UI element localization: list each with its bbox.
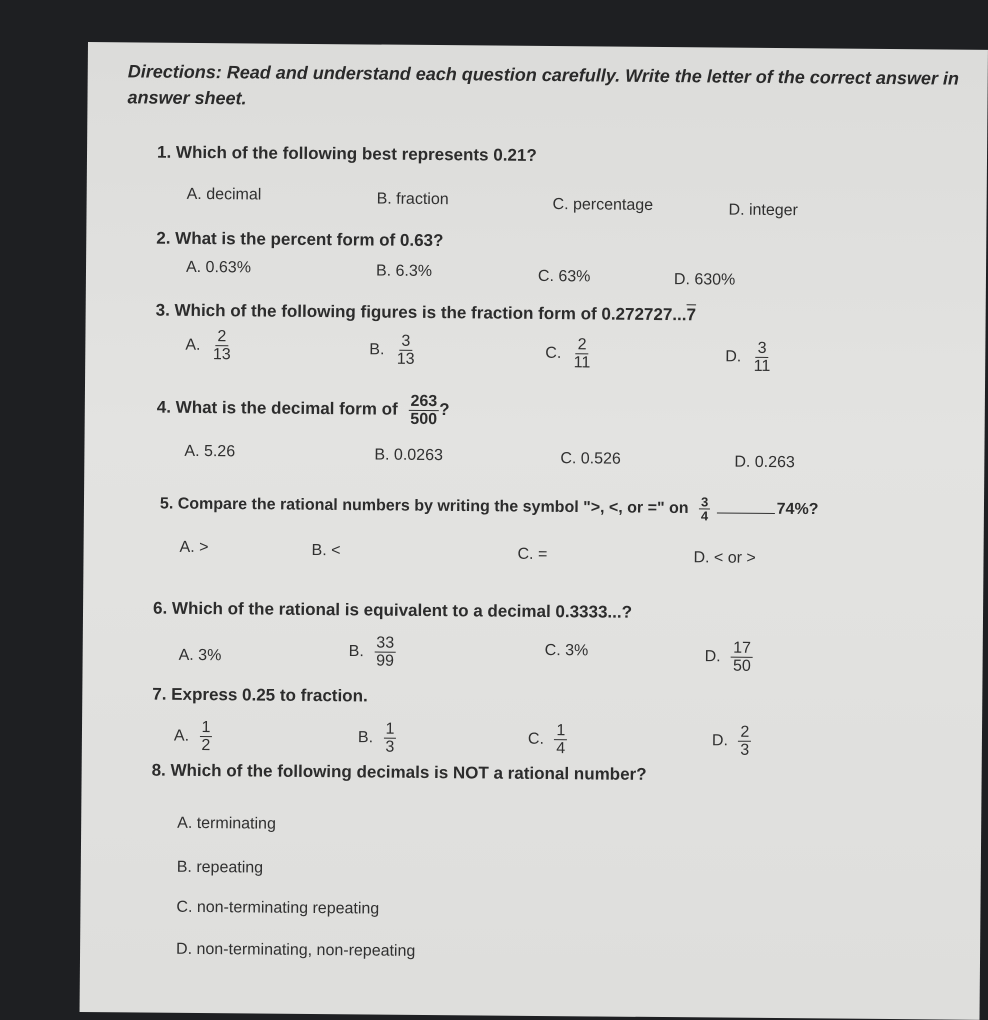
q3-option-b-letter: B.: [369, 341, 385, 359]
q5-option-a: A. >: [179, 538, 209, 557]
q4-stem-denominator: 500: [410, 410, 438, 429]
q4-option-a: A. 5.26: [184, 442, 236, 461]
q4-stem-suffix: ?: [439, 400, 450, 420]
q6-option-c: C. 3%: [544, 642, 589, 660]
question-1-stem: 1. Which of the following best represents 0.21?: [156, 142, 537, 165]
q4-stem-text: 4. What is the decimal form of: [156, 397, 398, 419]
question-8-stem: 8. Which of the following decimals is NOT a rational number?: [151, 760, 647, 784]
question-7-stem: 7. Express 0.25 to fraction.: [152, 684, 368, 706]
q5-stem-denominator: 4: [700, 508, 709, 524]
q6-d-numerator: 17: [731, 640, 753, 658]
q7-option-c: [528, 722, 568, 757]
question-4-stem: [157, 391, 450, 429]
q2-option-d: D. 630%: [673, 271, 736, 289]
q5-stem-numerator: 3: [701, 494, 709, 510]
question-3-stem: [156, 301, 696, 326]
q7-option-c-letter: C.: [527, 730, 545, 748]
q3-b-numerator: 3: [399, 333, 412, 351]
q4-option-b: B. 0.0263: [374, 446, 443, 465]
q1-option-d: D. integer: [728, 201, 799, 220]
q2-option-c: C. 63%: [537, 267, 591, 286]
q6-b-denominator: 99: [376, 652, 395, 670]
directions-line-2: answer sheet.: [127, 87, 247, 109]
q5-option-c: C. =: [517, 545, 548, 564]
q7-b-denominator: 3: [385, 738, 395, 756]
directions-line-1: Directions: Read and understand each question carefully. Write the letter of the correct answer in: [127, 61, 960, 89]
q7-a-denominator: 2: [201, 737, 211, 755]
q7-c-numerator: 1: [554, 722, 567, 740]
q5-answer-blank: [717, 512, 775, 514]
q6-option-a: A. 3%: [178, 646, 222, 665]
q3-option-c: [545, 336, 592, 371]
q6-d-denominator: 50: [732, 657, 751, 675]
q8-option-a: A. terminating: [177, 814, 276, 833]
q6-option-b: [349, 634, 397, 669]
question-2-stem: 2. What is the percent form of 0.63?: [156, 228, 444, 251]
q5-option-d: D. < or >: [693, 549, 756, 567]
question-5-stem: [160, 491, 819, 524]
q7-d-denominator: 3: [740, 741, 750, 759]
q7-option-d-letter: D.: [711, 732, 729, 750]
q3-option-d-letter: D.: [725, 348, 742, 366]
q3-option-c-letter: C.: [545, 344, 562, 362]
q7-c-denominator: 4: [556, 740, 566, 758]
q1-option-b: B. fraction: [376, 190, 449, 209]
q7-option-a: [174, 719, 213, 754]
q6-b-numerator: 33: [374, 635, 396, 653]
q5-stem-text: 5. Compare the rational numbers by writing the symbol ">, <, or =" on: [159, 495, 689, 517]
q3-option-a-letter: A.: [185, 336, 201, 354]
q3-option-a: [185, 328, 233, 363]
q4-stem-numerator: 263: [408, 393, 439, 411]
q6-option-d-letter: D.: [704, 648, 721, 666]
q5-stem-suffix: 74%?: [776, 500, 819, 519]
q3-c-denominator: 11: [573, 354, 591, 372]
q7-option-b: [358, 720, 397, 755]
q5-option-b: B. <: [311, 541, 341, 560]
q7-option-b-letter: B.: [357, 729, 374, 747]
worksheet-paper: [80, 42, 988, 1020]
q3-repeat-bar-digit: 7: [686, 305, 697, 325]
q3-d-numerator: 3: [756, 340, 769, 358]
q7-b-numerator: 1: [384, 721, 397, 739]
q3-b-denominator: 13: [396, 350, 415, 368]
q8-option-b: B. repeating: [176, 858, 264, 877]
q7-a-numerator: 1: [200, 719, 213, 737]
q1-option-c: C. percentage: [552, 196, 654, 214]
q3-c-numerator: 2: [576, 336, 589, 354]
q3-option-b: [369, 332, 417, 367]
q8-option-c: C. non-terminating repeating: [176, 898, 380, 918]
q7-d-numerator: 2: [738, 724, 751, 742]
q2-option-a: A. 0.63%: [185, 258, 252, 277]
q3-d-denominator: 11: [753, 357, 771, 375]
q4-option-c: C. 0.526: [560, 450, 621, 468]
q3-a-numerator: 2: [215, 328, 228, 346]
q7-option-d: [712, 723, 752, 758]
q3-option-d: [725, 340, 772, 375]
q4-option-d: D. 0.263: [734, 453, 795, 472]
q1-option-a: A. decimal: [186, 185, 262, 204]
q7-option-a-letter: A.: [173, 727, 190, 745]
q8-option-d: D. non-terminating, non-repeating: [176, 940, 416, 960]
q6-option-b-letter: B.: [348, 643, 364, 661]
q3-a-denominator: 13: [212, 346, 231, 364]
question-6-stem: 6. Which of the rational is equivalent to a decimal 0.3333...?: [152, 598, 633, 622]
q3-stem-text: 3. Which of the following figures is the fraction form of 0.272727...: [155, 300, 687, 325]
q6-option-d: [705, 639, 754, 674]
q2-option-b: B. 6.3%: [375, 262, 433, 281]
